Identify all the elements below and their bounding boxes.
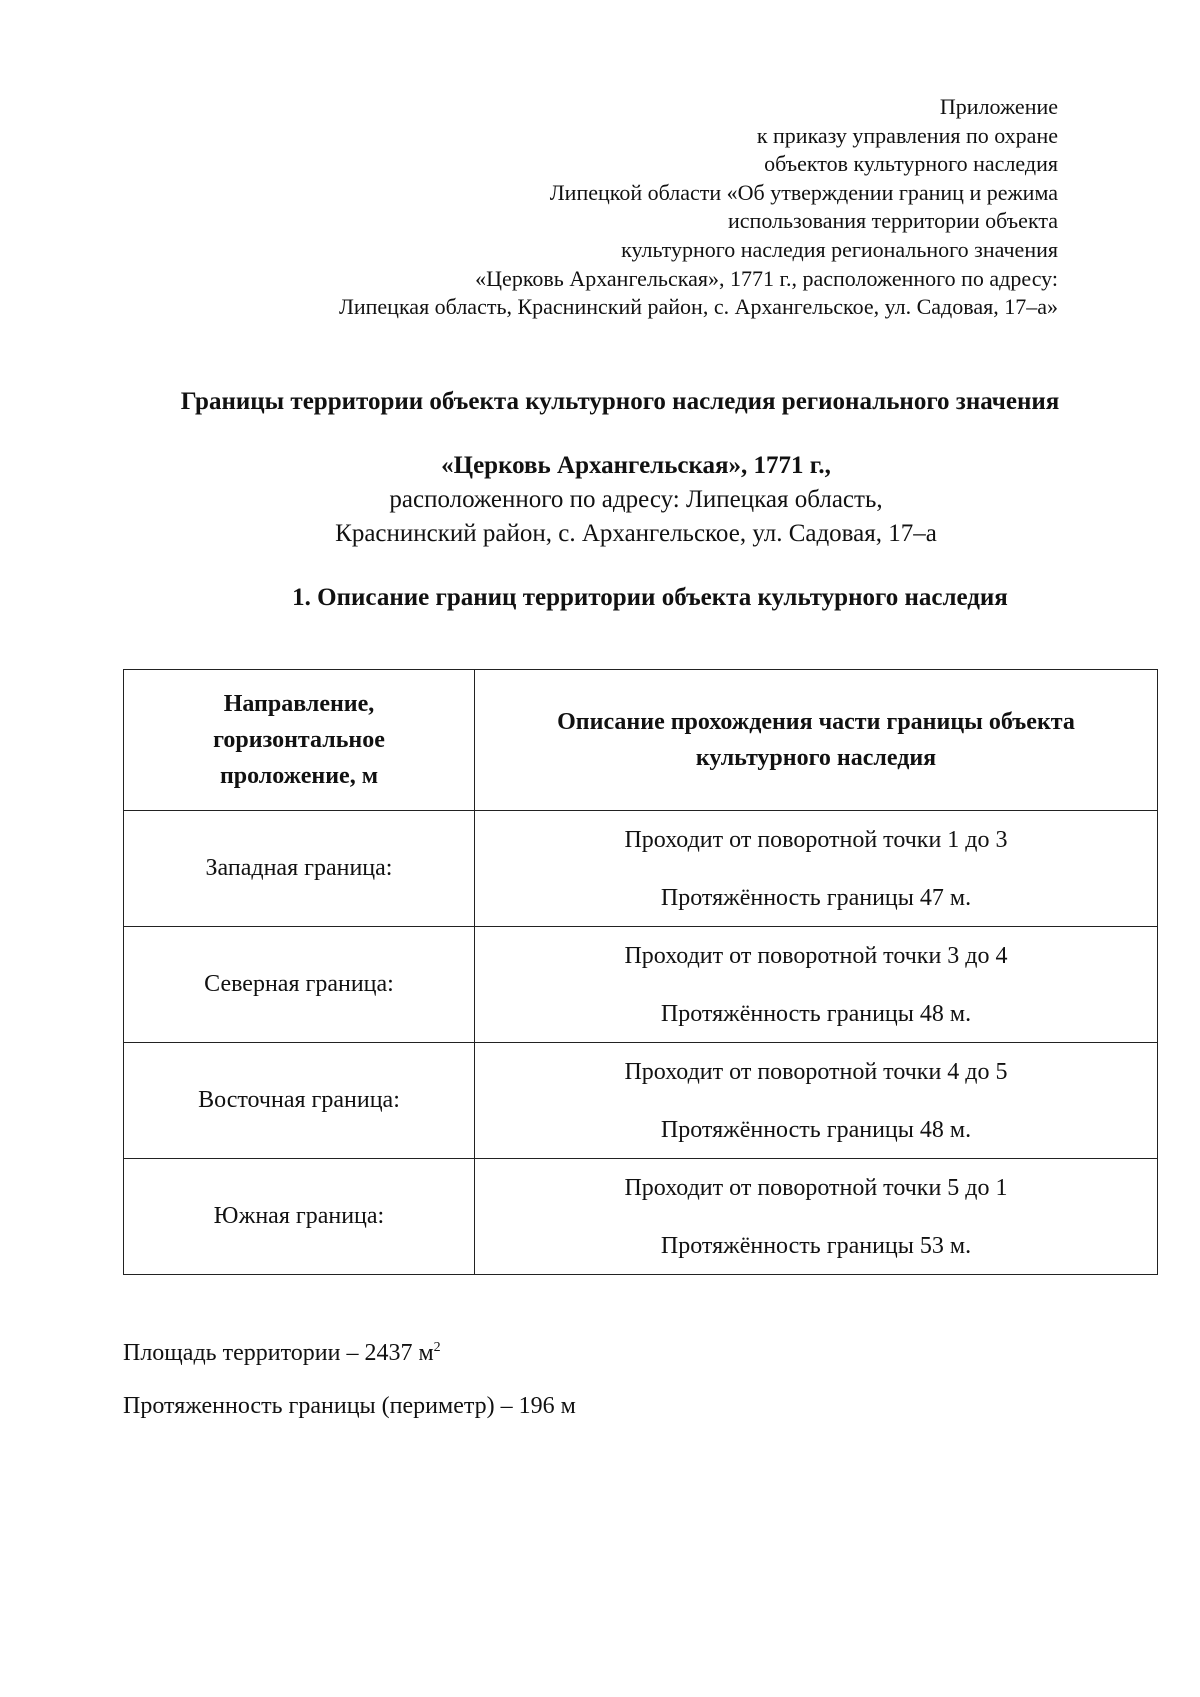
direction-cell: Южная граница: [124, 1159, 475, 1275]
object-address-line-1: расположенного по адресу: Липецкая область, [389, 486, 883, 513]
table-row [124, 811, 1158, 927]
passes-text: Проходит от поворотной точки 4 до 5 [624, 1058, 1008, 1085]
table-row [124, 1043, 1158, 1159]
description-cell [475, 1159, 1158, 1275]
appendix-line: «Церковь Архангельская», 1771 г., расположенного по адресу: [475, 265, 1058, 291]
area-text: Площадь территории – 2437 м [123, 1340, 434, 1366]
header-description [475, 670, 1158, 811]
document-title: Границы территории объекта культурного наследия регионального значения [180, 388, 1060, 415]
table-header-row [124, 670, 1158, 811]
area-unit-superscript: 2 [433, 1340, 441, 1355]
passes-text: Проходит от поворотной точки 1 до 3 [624, 826, 1008, 853]
appendix-line: объектов культурного наследия [764, 151, 1058, 177]
length-text: Протяжённость границы 48 м. [660, 1116, 972, 1143]
description-cell [475, 811, 1158, 927]
passes-text: Проходит от поворотной точки 3 до 4 [624, 942, 1008, 969]
appendix-line: к приказу управления по охране [756, 122, 1058, 148]
direction-cell: Западная граница: [124, 811, 475, 927]
header-direction-text: Направление, горизонтальное проложение, м [213, 691, 385, 789]
appendix-line: культурного наследия регионального значения [621, 236, 1058, 262]
boundaries-table [123, 669, 1158, 1275]
length-text: Протяжённость границы 53 м. [660, 1232, 972, 1259]
table-row [124, 1159, 1158, 1275]
table-row [124, 927, 1158, 1043]
perimeter-summary: Протяженность границы (периметр) – 196 м [123, 1393, 576, 1419]
object-name: «Церковь Архангельская», 1771 г., [441, 452, 831, 479]
appendix-line: Приложение [939, 94, 1058, 119]
description-cell [475, 927, 1158, 1043]
object-address-line-2: Краснинский район, с. Архангельское, ул. Садовая, 17–а [335, 520, 937, 547]
header-description-text: Описание прохождения части границы объекта культурного наследия [557, 709, 1075, 771]
section-heading: 1. Описание границ территории объекта культурного наследия [292, 584, 1008, 611]
appendix-line: использования территории объекта [728, 208, 1058, 234]
area-summary [123, 1340, 441, 1367]
appendix-line: Липецкая область, Краснинский район, с. Архангельское, ул. Садовая, 17–а» [338, 294, 1058, 320]
passes-text: Проходит от поворотной точки 5 до 1 [624, 1174, 1008, 1201]
header-direction [124, 670, 475, 811]
length-text: Протяжённость границы 48 м. [660, 1000, 972, 1027]
appendix-line: Липецкой области «Об утверждении границ и режима [549, 179, 1058, 205]
appendix-block [198, 93, 1058, 322]
direction-cell: Восточная граница: [124, 1043, 475, 1159]
description-cell [475, 1043, 1158, 1159]
length-text: Протяжённость границы 47 м. [660, 884, 972, 911]
direction-cell: Северная граница: [124, 927, 475, 1043]
